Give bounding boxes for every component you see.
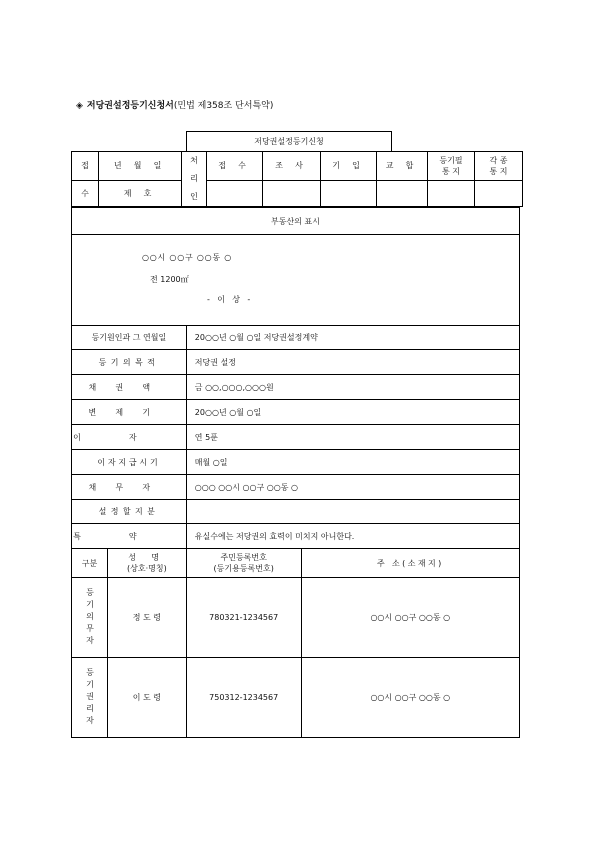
row-label-special: 특약 xyxy=(72,524,187,549)
party-address-obligor: ○○시 ○○구 ○○동 ○ xyxy=(301,578,519,658)
receipt-label-bottom: 수 xyxy=(72,180,99,206)
col-notice: 등기필 통 지 xyxy=(428,152,475,181)
row-value-debtor: ○○○ ○○시 ○○구 ○○동 ○ xyxy=(186,475,519,500)
diamond-bullet-icon: ◈ xyxy=(76,101,83,111)
parties-col-type: 구분 xyxy=(72,549,108,578)
row-label-purpose: 등기의목적 xyxy=(72,350,187,375)
property-description xyxy=(72,235,520,326)
receipt-ymd: 년 월 일 xyxy=(99,152,182,181)
row-value-purpose: 저당권 설정 xyxy=(186,350,519,375)
processor-label: 처 리 인 xyxy=(182,152,207,207)
cell-accept xyxy=(207,180,263,206)
party-type-obligor-label: 등기의무자 xyxy=(85,587,95,648)
row-label-claim: 채권액 xyxy=(72,375,187,400)
cell-check xyxy=(377,180,428,206)
party-address-obligee: ○○시 ○○구 ○○동 ○ xyxy=(301,658,519,738)
party-type-obligee xyxy=(72,658,108,738)
cell-each-notice xyxy=(475,180,523,206)
party-id-obligee: 750312-1234567 xyxy=(186,658,301,738)
party-name-obligor: 정 도 령 xyxy=(107,578,186,658)
row-value-interest: 연 5푼 xyxy=(186,425,519,450)
row-value-claim: 금 ○○,○○○,○○○원 xyxy=(186,375,519,400)
receipt-heading-label: 저당권설정등기신청 xyxy=(254,137,324,146)
parties-col-id: 주민등록번호 (등기용등록번호) xyxy=(186,549,301,578)
title-main: 저당권설정등기신청서 xyxy=(86,101,174,111)
col-entry: 기 입 xyxy=(321,152,377,181)
document-title xyxy=(76,98,273,111)
col-check: 교 합 xyxy=(377,152,428,181)
receipt-label-top: 접 xyxy=(72,152,99,181)
property-address: ○○시 ○○구 ○○동 ○ xyxy=(142,253,233,262)
col-each-notice: 각 종 통 지 xyxy=(475,152,523,181)
cell-entry xyxy=(321,180,377,206)
row-label-due: 변제기 xyxy=(72,400,187,425)
row-value-share xyxy=(186,500,519,524)
parties-col-address: 주 소(소재지) xyxy=(301,549,519,578)
cell-review xyxy=(263,180,321,206)
property-area: 전 1200㎡ xyxy=(150,275,189,284)
property-end-mark: - 이 상 - xyxy=(207,295,253,304)
row-value-special: 유실수에는 저당권의 효력이 미치지 아니한다. xyxy=(186,524,519,549)
party-id-obligor: 780321-1234567 xyxy=(186,578,301,658)
row-label-interest: 이자 xyxy=(72,425,187,450)
col-review: 조 사 xyxy=(263,152,321,181)
application-form xyxy=(71,207,520,738)
row-value-cause: 20○○년 ○월 ○일 저당권설정계약 xyxy=(186,326,519,350)
title-note: (민법 제358조 단서특약) xyxy=(173,101,274,111)
row-label-cause: 등기원인과 그 연월일 xyxy=(72,326,187,350)
receipt-heading xyxy=(186,131,392,152)
party-type-obligor xyxy=(72,578,108,658)
receipt-no: 제 호 xyxy=(99,180,182,206)
row-value-interest-payday: 매월 ○일 xyxy=(186,450,519,475)
row-value-due: 20○○년 ○월 ○일 xyxy=(186,400,519,425)
col-accept: 접 수 xyxy=(207,152,263,181)
party-name-obligee: 이 도 령 xyxy=(107,658,186,738)
parties-col-name: 성 명 (상호·명칭) xyxy=(107,549,186,578)
party-type-obligee-label: 등기권리자 xyxy=(85,667,95,728)
receipt-table xyxy=(71,151,523,207)
cell-notice xyxy=(428,180,475,206)
row-label-interest-payday: 이자지급시기 xyxy=(72,450,187,475)
property-heading: 부동산의 표시 xyxy=(72,208,520,235)
row-label-debtor: 채무자 xyxy=(72,475,187,500)
row-label-share: 설정할지분 xyxy=(72,500,187,524)
